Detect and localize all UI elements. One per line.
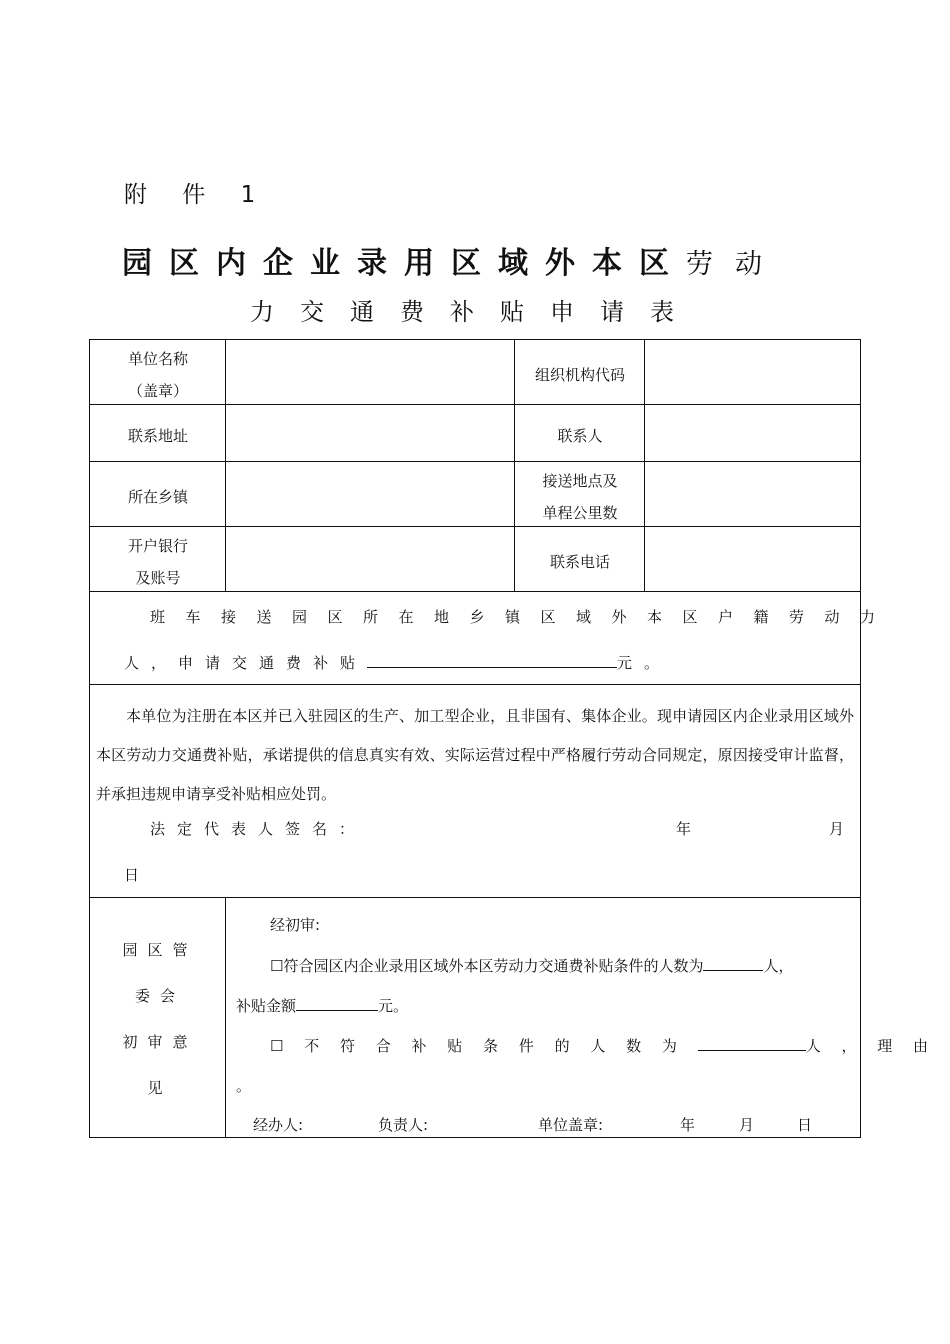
qualify-checkbox-text[interactable]: ☐符合园区内企业录用区域外本区劳动力交通费补贴条件的人数为: [270, 957, 704, 975]
not-qualify-checkbox-text[interactable]: ☐ 不 符 合 补 贴 条 件 的 人 数 为: [270, 1037, 685, 1055]
unit-name-text: 单位名称: [127, 350, 188, 368]
contact-label: 联系人: [557, 427, 603, 445]
review-side-line3: 初审意: [122, 1033, 198, 1051]
sign-month-label: 月: [829, 820, 845, 838]
table-border-right: [860, 339, 861, 1138]
subsidy-blank[interactable]: [296, 996, 378, 1011]
bank-label: [90, 530, 226, 594]
town-field[interactable]: [227, 462, 515, 526]
subsidy-line: [236, 995, 408, 1016]
pickup-field[interactable]: [646, 462, 860, 526]
sign-year-label: 年: [676, 820, 692, 838]
bank-label-line2: 及账号: [135, 569, 181, 587]
subsidy-label: 补贴金额: [236, 997, 297, 1015]
qualify-unit: 人，: [763, 957, 794, 975]
shuttle-statement-line1: 班车接送园区所在地乡镇区域外本区户籍劳动力: [150, 608, 896, 626]
reason-label: 人 ， 理 由: [805, 1037, 936, 1055]
form-title-line1: [122, 238, 822, 282]
subsidy-amount-blank[interactable]: [367, 653, 617, 668]
bank-field[interactable]: [227, 527, 515, 591]
not-qualify-end: 。: [236, 1077, 252, 1095]
phone-field[interactable]: [646, 527, 860, 591]
pickup-label-line1: 接送地点及: [542, 472, 618, 490]
shuttle-statement-line2: [124, 652, 671, 673]
sign-day-label: 日: [124, 866, 140, 884]
address-field[interactable]: [227, 405, 515, 461]
review-day-label: 日: [797, 1116, 813, 1134]
review-month-label: 月: [739, 1116, 755, 1134]
row-divider: [89, 897, 861, 898]
qualify-line: [270, 955, 793, 976]
review-side-line1: 园区管: [122, 941, 198, 959]
subsidy-unit: 元。: [378, 997, 409, 1015]
shuttle-text: 人，申请交通费补贴: [124, 654, 368, 672]
review-year-label: 年: [680, 1116, 696, 1134]
not-qualify-line: [270, 1035, 936, 1056]
town-label: 所在乡镇: [127, 488, 188, 506]
yuan-unit: 元。: [617, 654, 672, 672]
org-code-field[interactable]: [646, 340, 860, 404]
org-code-label: 组织机构代码: [534, 366, 625, 384]
bank-label-line1: 开户银行: [127, 537, 188, 555]
contact-field[interactable]: [646, 405, 860, 461]
unit-seal-label: 单位盖章:: [538, 1116, 604, 1134]
address-label: 联系地址: [127, 427, 188, 445]
form-title-bold: 园区内企业录用区域外本区: [122, 246, 686, 281]
pickup-label: [515, 465, 645, 529]
pickup-label-line2: 单程公里数: [542, 504, 618, 522]
review-side-line4: 见: [147, 1079, 173, 1097]
unit-name-seal-note: （盖章）: [127, 382, 188, 400]
qualify-count-blank[interactable]: [703, 956, 763, 971]
form-title-line2: 力交通费补贴申请表: [250, 298, 700, 326]
attachment-label: 附 件 1: [124, 182, 270, 208]
commitment-paragraph: 本单位为注册在本区并已入驻园区的生产、加工型企业，且非国有、集体企业。现申请园区内企业录用区域外本区劳动力交通费补贴，承诺提供的信息真实有效、实际运营过程中严格履行劳动合同规定，原因接受审计监督，并承担违规申请享受补贴相应处罚。: [96, 707, 854, 803]
table-border-left: [89, 339, 90, 1138]
row-divider: [89, 684, 861, 685]
handler-label: 经办人:: [253, 1116, 304, 1134]
legal-rep-sign-label: 法定代表人签名：: [150, 820, 367, 838]
not-qualify-count-blank[interactable]: [698, 1036, 806, 1051]
review-heading: 经初审:: [270, 916, 321, 934]
unit-name-label: [90, 343, 226, 407]
phone-label: 联系电话: [549, 553, 610, 571]
unit-name-field[interactable]: [227, 340, 515, 404]
column-divider: [225, 897, 226, 1138]
review-side-line2: 委会: [134, 987, 185, 1005]
form-title-light: 劳动: [686, 249, 784, 280]
person-in-charge-label: 负责人:: [378, 1116, 429, 1134]
table-border-bottom: [89, 1137, 861, 1138]
